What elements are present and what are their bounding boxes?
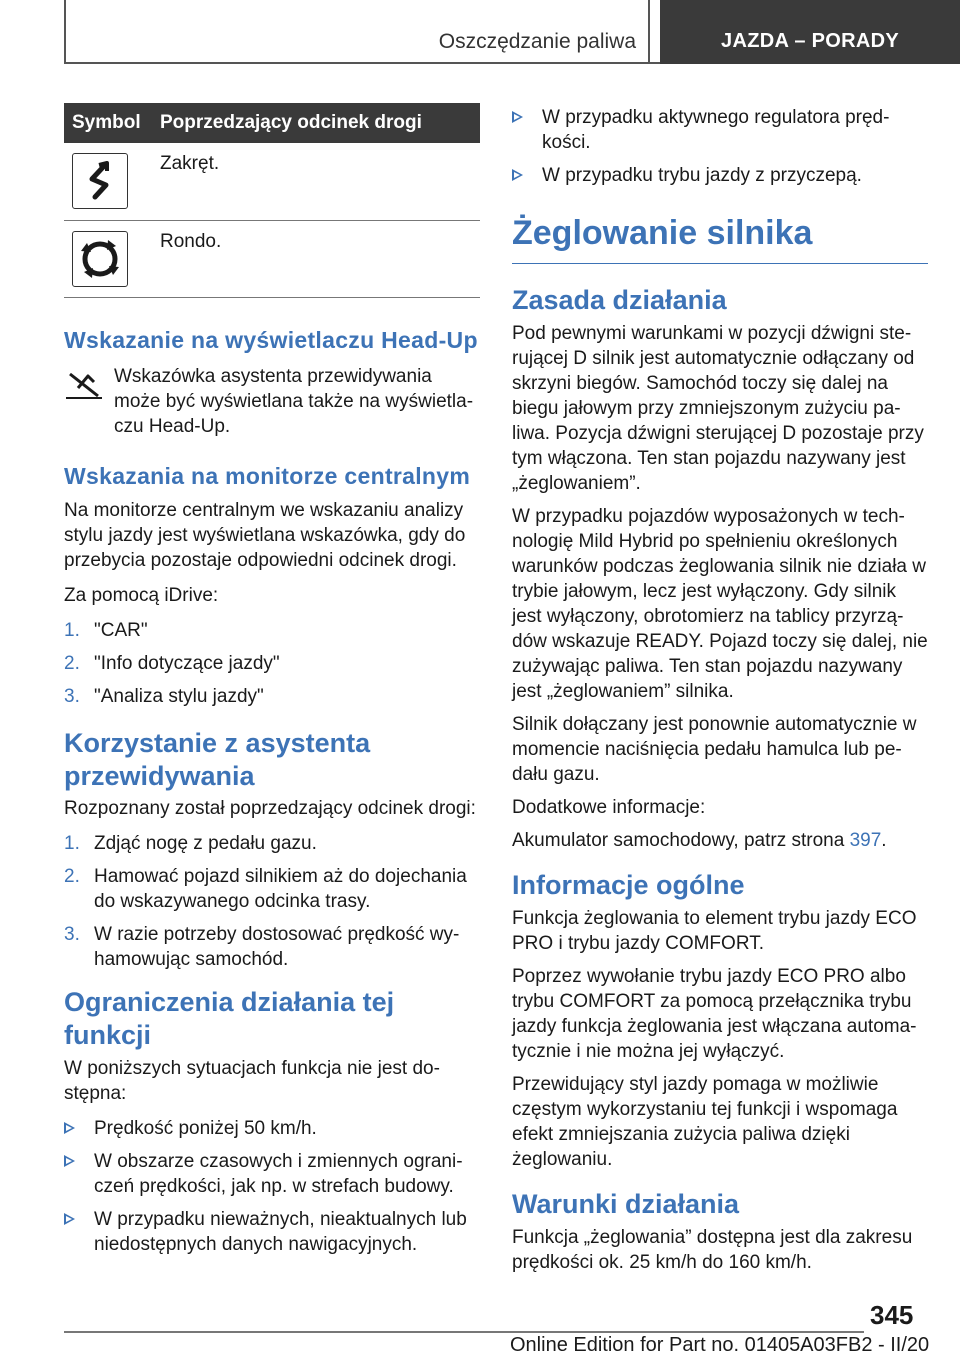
conditions-p1: Funkcja „żeglowania” dostępna jest dla zakresu prędkości ok. 25 km/h do 160 km/h. (512, 1226, 913, 1273)
list-item: 2. "Info dotyczące jazdy" (64, 652, 280, 674)
limits-list (64, 1116, 480, 1257)
list-item: 2. Hamować pojazd silnikiem aż do dojechania do wskazywanego odcinka trasy. (64, 866, 467, 913)
table-row (64, 220, 480, 297)
triangle-bullet-icon (64, 1155, 75, 1167)
hud-warning-icon (64, 368, 104, 402)
principle-p3: Silnik dołączany jest ponownie automatycznie w momencie naciśnięcia pedału hamulca lub pedału gazu. (512, 713, 917, 785)
hud-note (64, 364, 480, 439)
section-title-hud: Wskazanie na wyświetlaczu Head-Up (64, 326, 478, 353)
header-rule-divider (648, 0, 650, 64)
list-item: 3. "Analiza stylu jazdy" (64, 685, 264, 707)
section-title-conditions: Warunki działania (512, 1188, 740, 1219)
list-item: W przypadku aktywnego regulatora prędkości. (512, 105, 928, 155)
triangle-bullet-icon (64, 1122, 75, 1134)
left-column (64, 103, 480, 1265)
section-title-usage: Korzystanie z asystenta przewidywania (64, 727, 371, 791)
header-rule-bottom (64, 62, 660, 64)
section-title-general: Informacje ogólne (512, 869, 745, 900)
header-chapter-tab: JAZDA – PORADY (660, 0, 960, 64)
page-number: 345 (870, 1300, 914, 1330)
hud-text: Wskazówka asystenta przewidywania może być wyświetlana także na wyświetlaczu Head-Up. (114, 365, 474, 437)
principle-p5: Akumulator samochodowy, patrz strona 397. (512, 829, 887, 851)
table-cell-label: Zakręt. (152, 143, 480, 220)
general-p3: Przewidujący styl jazdy pomaga w możliwie częstym wykorzystaniu tej funkcji i wspomaga efekt zmniejszania zużycia paliwa dzięki żeglowaniu. (512, 1073, 898, 1170)
section-title-principle: Zasada działania (512, 285, 727, 315)
list-item: 3. W razie potrzeby dostosować prędkość wyhamowując samochód. (64, 924, 460, 971)
idrive-steps (64, 618, 480, 709)
triangle-bullet-icon (512, 169, 523, 181)
limits-list-continued (512, 105, 928, 188)
chapter-title-sailing: Żeglowanie silnika (512, 214, 928, 264)
header-rule-left (64, 0, 66, 64)
triangle-bullet-icon (512, 111, 523, 123)
list-item: Prędkość poniżej 50 km/h. (64, 1116, 480, 1141)
principle-p2: W przypadku pojazdów wyposażonych w technologię Mild Hybrid po spełnieniu określonych warunków podczas żeglowania silnik nie działa w trybie jałowym, lecz jest wyłączony. Gdy silnik jest wyłączony, obrotomierz na tablicy przyrządów wskazuje READY. Pojazd toczy się dalej, nie zużywając paliwa. Ten stan pojazdu nazywany jest „żeglowaniem” silnika. (512, 505, 928, 702)
list-item: 1. "CAR" (64, 619, 148, 641)
table-header-description: Poprzedzający odcinek drogi (152, 103, 480, 143)
general-p2: Poprzez wywołanie trybu jazdy ECO PRO albo trybu COMFORT za pomocą przełącznika trybu jazdy funkcja żeglowania jest włączana automatycznie i nie można jej wyłączyć. (512, 965, 917, 1062)
principle-p4: Dodatkowe informacje: (512, 796, 706, 818)
roundabout-icon (72, 231, 128, 287)
section-title-limits: Ograniczenia działania tej funkcji (64, 987, 395, 1051)
list-item: 1. Zdjąć nogę z pedału gazu. (64, 833, 317, 855)
limits-text: W poniższych sytuacjach funkcja nie jest dostępna: (64, 1058, 440, 1105)
right-column (512, 103, 928, 1275)
table-row (64, 143, 480, 220)
table-header-symbol: Symbol (64, 103, 152, 143)
symbol-table (64, 103, 480, 298)
list-item: W obszarze czasowych i zmiennych ograniczeń prędkości, jak np. w strefach budowy. (64, 1149, 480, 1199)
page-link[interactable]: 397 (849, 829, 882, 851)
curve-road-icon (72, 153, 128, 209)
triangle-bullet-icon (64, 1213, 75, 1225)
monitor-text: Na monitorze centralnym we wskazaniu analizy stylu jazdy jest wyświetlana wskazówka, gdy do przebycia pozostaje odpowiedni odcinek drogi. (64, 499, 466, 571)
general-p1: Funkcja żeglowania to element trybu jazdy ECO PRO i trybu jazdy COMFORT. (512, 907, 917, 954)
footer-edition: Online Edition for Part no. 01405A03FB2 - II/20 (510, 1334, 930, 1356)
section-title-monitor: Wskazania na monitorze centralnym (64, 462, 471, 489)
usage-steps (64, 831, 480, 972)
list-item: W przypadku nieważnych, nieaktualnych lub niedostępnych danych nawigacyjnych. (64, 1207, 480, 1257)
usage-text: Rozpoznany został poprzedzający odcinek drogi: (64, 798, 476, 820)
principle-p1: Pod pewnymi warunkami w pozycji dźwigni sterującej D silnik jest automatycznie odłączany od skrzyni biegów. Samochód toczy się dalej na biegu jałowym przy zmniejszonym zużyciu paliwa. Pozycja dźwigni sterującej D pozostaje przy tym włączona. Ten stan pojazdu nazywany jest „żeglowaniem”. (512, 322, 924, 494)
table-cell-label: Rondo. (152, 220, 480, 297)
footer-rule (64, 1331, 864, 1333)
idrive-label: Za pomocą iDrive: (64, 584, 219, 606)
list-item: W przypadku trybu jazdy z przyczepą. (512, 163, 928, 188)
header-section-title: Oszczędzanie paliwa (438, 30, 636, 53)
